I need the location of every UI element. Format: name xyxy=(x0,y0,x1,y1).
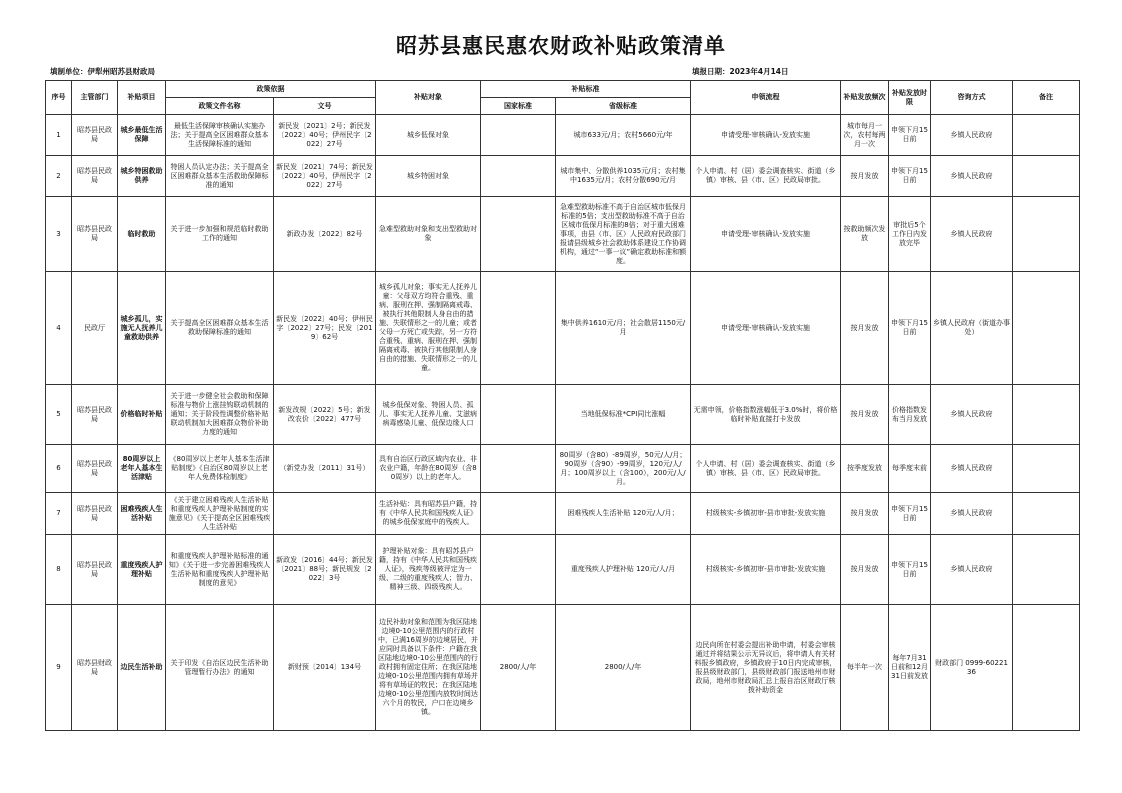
cell-policy-name: 《80周岁以上老年人基本生活津贴制度》《自治区80周岁以上老年人免费体检制度》 xyxy=(166,445,274,493)
cell-time: 审批后5个工作日内发放完毕 xyxy=(889,197,931,272)
cell-project: 困难残疾人生活补贴 xyxy=(118,493,166,535)
header-remark: 备注 xyxy=(1013,81,1080,115)
cell-procedure: 申请受理-审核确认-发放实施 xyxy=(691,272,841,385)
header-doc-no: 文号 xyxy=(274,98,376,115)
cell-contact: 乡镇人民政府 xyxy=(931,115,1013,156)
cell-national xyxy=(481,493,556,535)
cell-contact: 乡镇人民政府 xyxy=(931,445,1013,493)
cell-contact: 乡镇人民政府 xyxy=(931,493,1013,535)
cell-time: 申领下月15日前 xyxy=(889,493,931,535)
cell-policy-name: 《关于建立困难残疾人生活补贴和重度残疾人护理补贴制度的实施意见》《关于提高全区困难残疾人生活补贴 xyxy=(166,493,274,535)
cell-frequency: 按月发放 xyxy=(841,156,889,197)
header-seq: 序号 xyxy=(46,81,72,115)
cell-project: 临时救助 xyxy=(118,197,166,272)
cell-dept: 昭苏县民政局 xyxy=(72,445,118,493)
cell-doc-no: 新财预〔2014〕134号 xyxy=(274,605,376,731)
header-target: 补贴对象 xyxy=(376,81,481,115)
cell-doc-no: （新党办发〔2011〕31号） xyxy=(274,445,376,493)
cell-dept: 民政厅 xyxy=(72,272,118,385)
cell-national xyxy=(481,535,556,605)
cell-dept: 昭苏县民政局 xyxy=(72,535,118,605)
header-project: 补贴项目 xyxy=(118,81,166,115)
cell-national xyxy=(481,115,556,156)
cell-doc-no: 新民发〔2021〕74号；新民发〔2022〕40号，伊州民字〔2022〕27号 xyxy=(274,156,376,197)
cell-frequency: 按救助频次发放 xyxy=(841,197,889,272)
cell-dept: 昭苏县民政局 xyxy=(72,197,118,272)
table-row xyxy=(46,385,1080,445)
cell-procedure: 个人申请、村（居）委会调查核实、街道（乡镇）审核、县（市、区）民政局审批。 xyxy=(691,156,841,197)
header-dept: 主管部门 xyxy=(72,81,118,115)
cell-seq: 4 xyxy=(46,272,72,385)
cell-seq: 1 xyxy=(46,115,72,156)
cell-dept: 昭苏县民政局 xyxy=(72,156,118,197)
header-provincial: 省级标准 xyxy=(556,98,691,115)
cell-time: 申领下月15日前 xyxy=(889,115,931,156)
cell-target: 边民补助对象和范围为我区陆地边境0-10公里范围内的行政村中，已满16周岁的边境居民，并应同时具备以下条件：户籍在我区陆地边境0-10公里范围内的行政村拥有固定住所；在我区陆地边境0-10公里范围内拥有草场并将有草场证的牧民；在我区陆地边境0-10公里范围内放牧时间达六个月的牧民，户口在边境乡镇。 xyxy=(376,605,481,731)
cell-policy-name: 关于进一步加强和规范临时救助工作的通知 xyxy=(166,197,274,272)
cell-national xyxy=(481,197,556,272)
cell-procedure: 无需申领，价格指数涨幅低于3.0%时，将价格临时补贴直接打卡发放 xyxy=(691,385,841,445)
cell-time: 申领下月15日前 xyxy=(889,272,931,385)
cell-remark xyxy=(1013,605,1080,731)
cell-seq: 2 xyxy=(46,156,72,197)
cell-national xyxy=(481,445,556,493)
table-row xyxy=(46,272,1080,385)
cell-policy-name: 特困人员认定办法；关于提高全区困难群众基本生活救助保障标准的通知 xyxy=(166,156,274,197)
cell-seq: 3 xyxy=(46,197,72,272)
cell-contact: 乡镇人民政府（街道办事处） xyxy=(931,272,1013,385)
header-national: 国家标准 xyxy=(481,98,556,115)
cell-project: 城乡特困救助供养 xyxy=(118,156,166,197)
cell-policy-name: 关于进一步健全社会救助和保障标准与物价上涨挂钩联动机制的通知；关于阶段性调整价格补贴联动机制加大困难群众物价补助力度的通知 xyxy=(166,385,274,445)
cell-dept: 昭苏县民政局 xyxy=(72,493,118,535)
cell-doc-no: 新政办发〔2022〕82号 xyxy=(274,197,376,272)
cell-doc-no: 新民发〔2022〕40号；伊州民字〔2022〕27号；民发〔2019〕62号 xyxy=(274,272,376,385)
cell-provincial: 2800/人/年 xyxy=(556,605,691,731)
cell-seq: 9 xyxy=(46,605,72,731)
cell-frequency: 每半年一次 xyxy=(841,605,889,731)
cell-national xyxy=(481,385,556,445)
cell-procedure: 个人申请、村（居）委会调查核实、街道（乡镇）审核、县（市、区）民政局审批。 xyxy=(691,445,841,493)
cell-target: 急难型救助对象和支出型救助对象 xyxy=(376,197,481,272)
cell-doc-no: 新民发〔2021〕2号；新民发〔2022〕40号；伊州民字〔2022〕27号 xyxy=(274,115,376,156)
cell-remark xyxy=(1013,272,1080,385)
cell-project: 城乡孤儿，实施无人抚养儿童救助供养 xyxy=(118,272,166,385)
cell-remark xyxy=(1013,115,1080,156)
cell-policy-name: 关于印发《自治区边民生活补助管理暂行办法》的通知 xyxy=(166,605,274,731)
header-time: 补贴发放时限 xyxy=(889,81,931,115)
cell-target: 护理补贴对象：具有昭苏县户籍，持有《中华人民共和国残疾人证》，残疾等级被评定为一级、二级的重度残疾人；智力、精神三级、四级残疾人。 xyxy=(376,535,481,605)
cell-time: 每年7月31日前和12月31日前发放 xyxy=(889,605,931,731)
cell-remark xyxy=(1013,445,1080,493)
cell-frequency: 按月发放 xyxy=(841,385,889,445)
cell-seq: 7 xyxy=(46,493,72,535)
cell-provincial: 重度残疾人护理补贴 120元/人/月 xyxy=(556,535,691,605)
cell-procedure: 申请受理-审核确认-发放实施 xyxy=(691,115,841,156)
cell-time: 申领下月15日前 xyxy=(889,535,931,605)
header-frequency: 补贴发放频次 xyxy=(841,81,889,115)
cell-frequency: 按月发放 xyxy=(841,493,889,535)
cell-procedure: 申请受理-审核确认-发放实施 xyxy=(691,197,841,272)
cell-target: 城乡低保对象 xyxy=(376,115,481,156)
cell-seq: 5 xyxy=(46,385,72,445)
cell-doc-no: 新政发〔2016〕44号；新民发〔2021〕88号；新民规发〔2022〕3号 xyxy=(274,535,376,605)
cell-provincial: 城市集中、分散供养1035元/月；农村集中1635元/月；农村分散690元/月 xyxy=(556,156,691,197)
cell-provincial: 当地低保标准*CPI同比涨幅 xyxy=(556,385,691,445)
cell-contact: 乡镇人民政府 xyxy=(931,385,1013,445)
cell-procedure: 村级核实-乡镇初审-县市审批-发放实施 xyxy=(691,493,841,535)
header-standard: 补贴标准 xyxy=(481,81,691,98)
cell-frequency: 按月发放 xyxy=(841,272,889,385)
cell-target: 城乡孤儿对象；事实无人抚养儿童：父母双方均符合重残、重病、服刑在押、强制隔离戒毒、被执行其他限制人身自由的措施、失联情形之一的儿童；或者父母一方死亡或失踪，另一方符合重残、重病、服刑在押、强制隔离戒毒、被执行其他限制人身自由的措施、失联情形之一的儿童。 xyxy=(376,272,481,385)
cell-frequency: 城市每月一次，农村每两月一次 xyxy=(841,115,889,156)
cell-national xyxy=(481,156,556,197)
cell-procedure: 边民向所在村委会提出补助申请，村委会审核通过并将结果公示无异议后，将申请人有关材料报乡镇政府，乡镇政府于10日内完成审核，报县级财政部门，县级财政部门报送地州市财政局，地州市财政局汇总上报自治区财政厅核拨补助资金 xyxy=(691,605,841,731)
header-contact: 咨询方式 xyxy=(931,81,1013,115)
table-row xyxy=(46,197,1080,272)
cell-seq: 8 xyxy=(46,535,72,605)
table-row xyxy=(46,605,1080,731)
cell-project: 价格临时补贴 xyxy=(118,385,166,445)
cell-project: 城乡最低生活保障 xyxy=(118,115,166,156)
cell-target: 城乡低保对象、特困人员、孤儿、事实无人抚养儿童、艾滋病病毒感染儿童、低保边缘人口 xyxy=(376,385,481,445)
cell-remark xyxy=(1013,385,1080,445)
date-label: 填报日期：2023年4月14日 xyxy=(692,67,789,76)
cell-provincial: 集中供养1610元/月；社会散居1150元/月 xyxy=(556,272,691,385)
cell-dept: 昭苏县民政局 xyxy=(72,115,118,156)
cell-national xyxy=(481,272,556,385)
cell-dept: 昭苏县财政局 xyxy=(72,605,118,731)
header-policy-basis: 政策依据 xyxy=(166,81,376,98)
cell-national: 2800/人/年 xyxy=(481,605,556,731)
cell-remark xyxy=(1013,156,1080,197)
cell-contact: 财政部门 0999-6022136 xyxy=(931,605,1013,731)
cell-contact: 乡镇人民政府 xyxy=(931,197,1013,272)
table-row xyxy=(46,535,1080,605)
cell-procedure: 村级核实-乡镇初审-县市审批-发放实施 xyxy=(691,535,841,605)
cell-provincial: 急难型救助标准不高于自治区城市低保月标准的5倍；支出型救助标准不高于自治区城市低保月标准的8倍；对于重大困难事项，由县（市、区）人民政府民政部门报请县级城乡社会救助体系建设工作协调机构，通过“一事一议”确定救助标准和额度。 xyxy=(556,197,691,272)
table-row xyxy=(46,493,1080,535)
table-row xyxy=(46,156,1080,197)
cell-frequency: 按月发放 xyxy=(841,535,889,605)
cell-provincial: 困难残疾人生活补贴 120元/人/月； xyxy=(556,493,691,535)
cell-doc-no xyxy=(274,493,376,535)
cell-provincial: 80周岁（含80）-89周岁，50元/人/月；90周岁（含90）-99周岁，120元/人/月；100周岁以上（含100），200元/人/月。 xyxy=(556,445,691,493)
cell-time: 申领下月15日前 xyxy=(889,156,931,197)
cell-remark xyxy=(1013,493,1080,535)
table-row xyxy=(46,445,1080,493)
cell-project: 边民生活补助 xyxy=(118,605,166,731)
header-policy-name: 政策文件名称 xyxy=(166,98,274,115)
header-procedure: 申领流程 xyxy=(691,81,841,115)
cell-policy-name: 最低生活保障审核确认实施办法；关于提高全区困难群众基本生活保障标准的通知 xyxy=(166,115,274,156)
cell-policy-name: 和重度残疾人护理补贴标准的通知》《关于进一步完善困难残疾人生活补贴和重度残疾人护理补贴制度的意见》 xyxy=(166,535,274,605)
cell-remark xyxy=(1013,197,1080,272)
cell-doc-no: 新发改规〔2022〕5号；新发改农价〔2022〕477号 xyxy=(274,385,376,445)
cell-contact: 乡镇人民政府 xyxy=(931,156,1013,197)
cell-target: 具有自治区行政区域内农业、非农业户籍，年龄在80周岁（含80周岁）以上的老年人。 xyxy=(376,445,481,493)
cell-time: 每季度末前 xyxy=(889,445,931,493)
cell-policy-name: 关于提高全区困难群众基本生活救助保障标准的通知 xyxy=(166,272,274,385)
cell-target: 城乡特困对象 xyxy=(376,156,481,197)
cell-remark xyxy=(1013,535,1080,605)
cell-target: 生活补贴：具有昭苏县户籍，持有《中华人民共和国残疾人证》的城乡低保家庭中的残疾人。 xyxy=(376,493,481,535)
cell-time: 价格指数发布当月发放 xyxy=(889,385,931,445)
cell-project: 重度残疾人护理补贴 xyxy=(118,535,166,605)
cell-seq: 6 xyxy=(46,445,72,493)
table-row xyxy=(46,115,1080,156)
unit-label: 填制单位：伊犁州昭苏县财政局 xyxy=(50,67,155,76)
cell-dept: 昭苏县民政局 xyxy=(72,385,118,445)
policy-table xyxy=(45,80,1080,731)
cell-project: 80周岁以上老年人基本生活津贴 xyxy=(118,445,166,493)
page-title: 昭苏县惠民惠农财政补贴政策清单 xyxy=(396,33,726,58)
cell-contact: 乡镇人民政府 xyxy=(931,535,1013,605)
cell-frequency: 按季度发放 xyxy=(841,445,889,493)
cell-provincial: 城市633元/月；农村5660元/年 xyxy=(556,115,691,156)
